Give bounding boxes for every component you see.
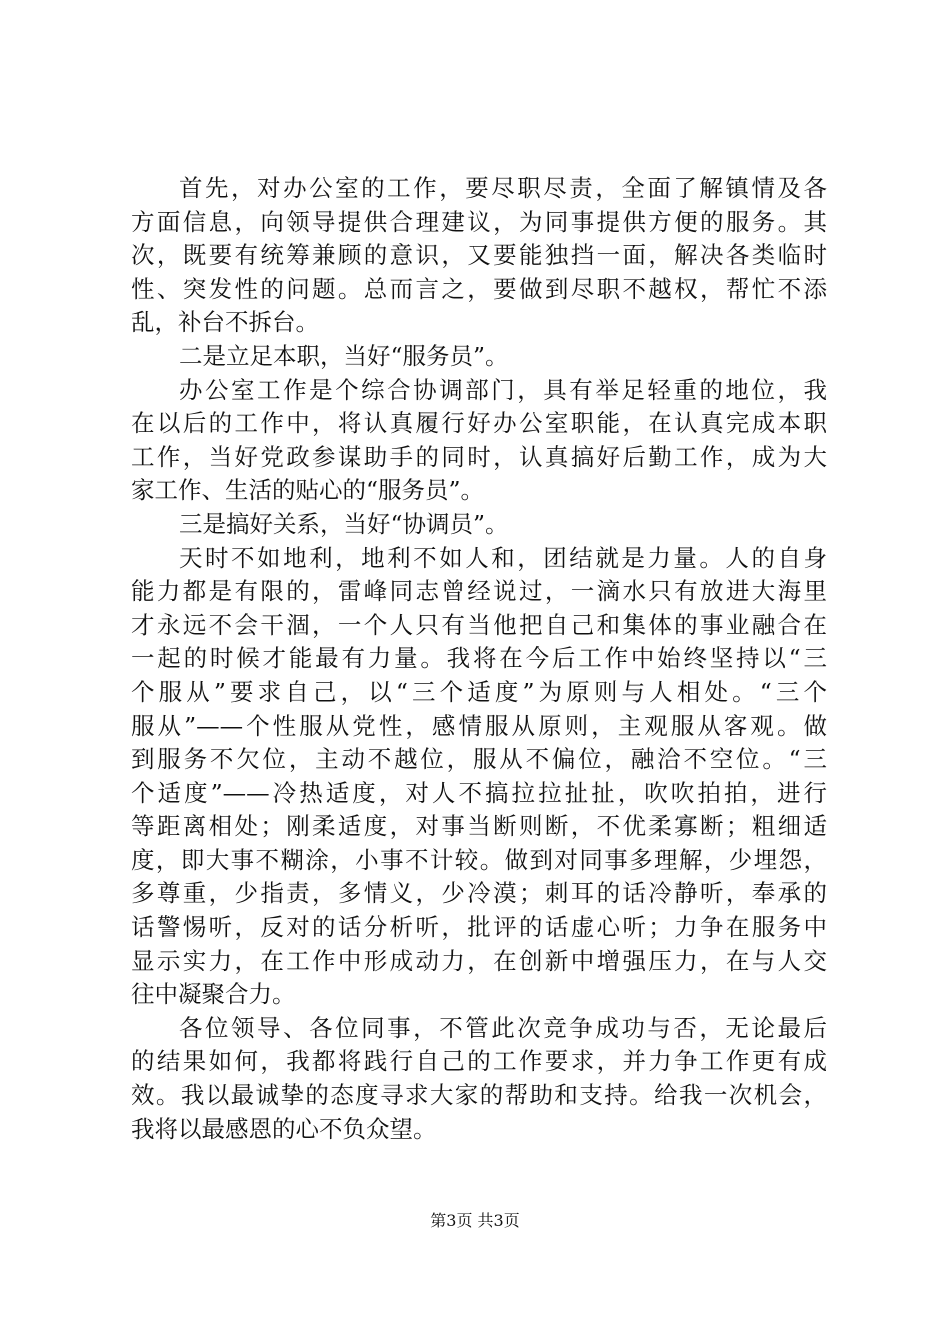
text-line: 往中凝聚合力。 <box>131 980 296 1009</box>
text-line: 才永远不会干涸，一个人只有当他把自己和集体的事业融合在 <box>131 610 827 639</box>
text-line: 显示实力，在工作中形成动力，在创新中增强压力，在与人交 <box>131 946 827 975</box>
text-line: 一起的时候才能最有力量。我将在今后工作中始终坚持以“三 <box>131 644 827 673</box>
text-line: 各位领导、各位同事，不管此次竞争成功与否，无论最后 <box>179 1013 827 1042</box>
text-line: 乱，补台不拆台。 <box>131 308 319 337</box>
text-line: 天时不如地利，地利不如人和，团结就是力量。人的自身 <box>179 543 827 572</box>
text-line: 到服务不欠位，主动不越位，服从不偏位，融洽不空位。“三 <box>131 745 827 774</box>
text-line: 二是立足本职，当好“服务员”。 <box>179 341 509 370</box>
text-line: 多尊重，少指责，多情义，少冷漠；刺耳的话冷静听，奉承的 <box>131 879 827 908</box>
text-line: 次，既要有统筹兼顾的意识，又要能独挡一面，解决各类临时 <box>131 241 827 270</box>
document-body <box>131 172 827 1146</box>
text-line: 方面信息，向领导提供合理建议，为同事提供方便的服务。其 <box>131 207 827 236</box>
text-line: 三是搞好关系，当好“协调员”。 <box>179 509 509 538</box>
text-line: 性、突发性的问题。总而言之，要做到尽职不越权，帮忙不添 <box>131 274 827 303</box>
text-line: 个服从”要求自己，以“三个适度”为原则与人相处。“三个 <box>131 677 827 706</box>
text-line: 话警惕听，反对的话分析听，批评的话虚心听；力争在服务中 <box>131 913 827 942</box>
text-line: 服从”——个性服从党性，感情服从原则，主观服从客观。做 <box>131 711 827 740</box>
text-line: 效。我以最诚挚的态度寻求大家的帮助和支持。给我一次机会， <box>131 1081 827 1110</box>
text-line: 个适度”——冷热适度，对人不搞拉拉扯扯，吹吹拍拍，进行 <box>131 778 827 807</box>
text-line: 我将以最感恩的心不负众望。 <box>131 1114 437 1143</box>
text-line: 首先，对办公室的工作，要尽职尽责，全面了解镇情及各 <box>179 174 827 202</box>
text-line: 能力都是有限的，雷峰同志曾经说过，一滴水只有放进大海里 <box>131 577 827 606</box>
text-line: 办公室工作是个综合协调部门，具有举足轻重的地位，我 <box>179 375 827 404</box>
text-line: 的结果如何，我都将践行自己的工作要求，并力争工作更有成 <box>131 1047 827 1076</box>
page-footer: 第3页 共3页 <box>430 1211 520 1230</box>
text-line: 度，即大事不糊涂，小事不计较。做到对同事多理解，少埋怨， <box>131 845 827 874</box>
text-line: 工作，当好党政参谋助手的同时，认真搞好后勤工作，成为大 <box>131 442 827 471</box>
text-line: 在以后的工作中，将认真履行好办公室职能，在认真完成本职 <box>131 409 827 438</box>
text-line: 家工作、生活的贴心的“服务员”。 <box>131 476 485 505</box>
text-line: 等距离相处；刚柔适度，对事当断则断，不优柔寡断；粗细适 <box>131 812 827 841</box>
